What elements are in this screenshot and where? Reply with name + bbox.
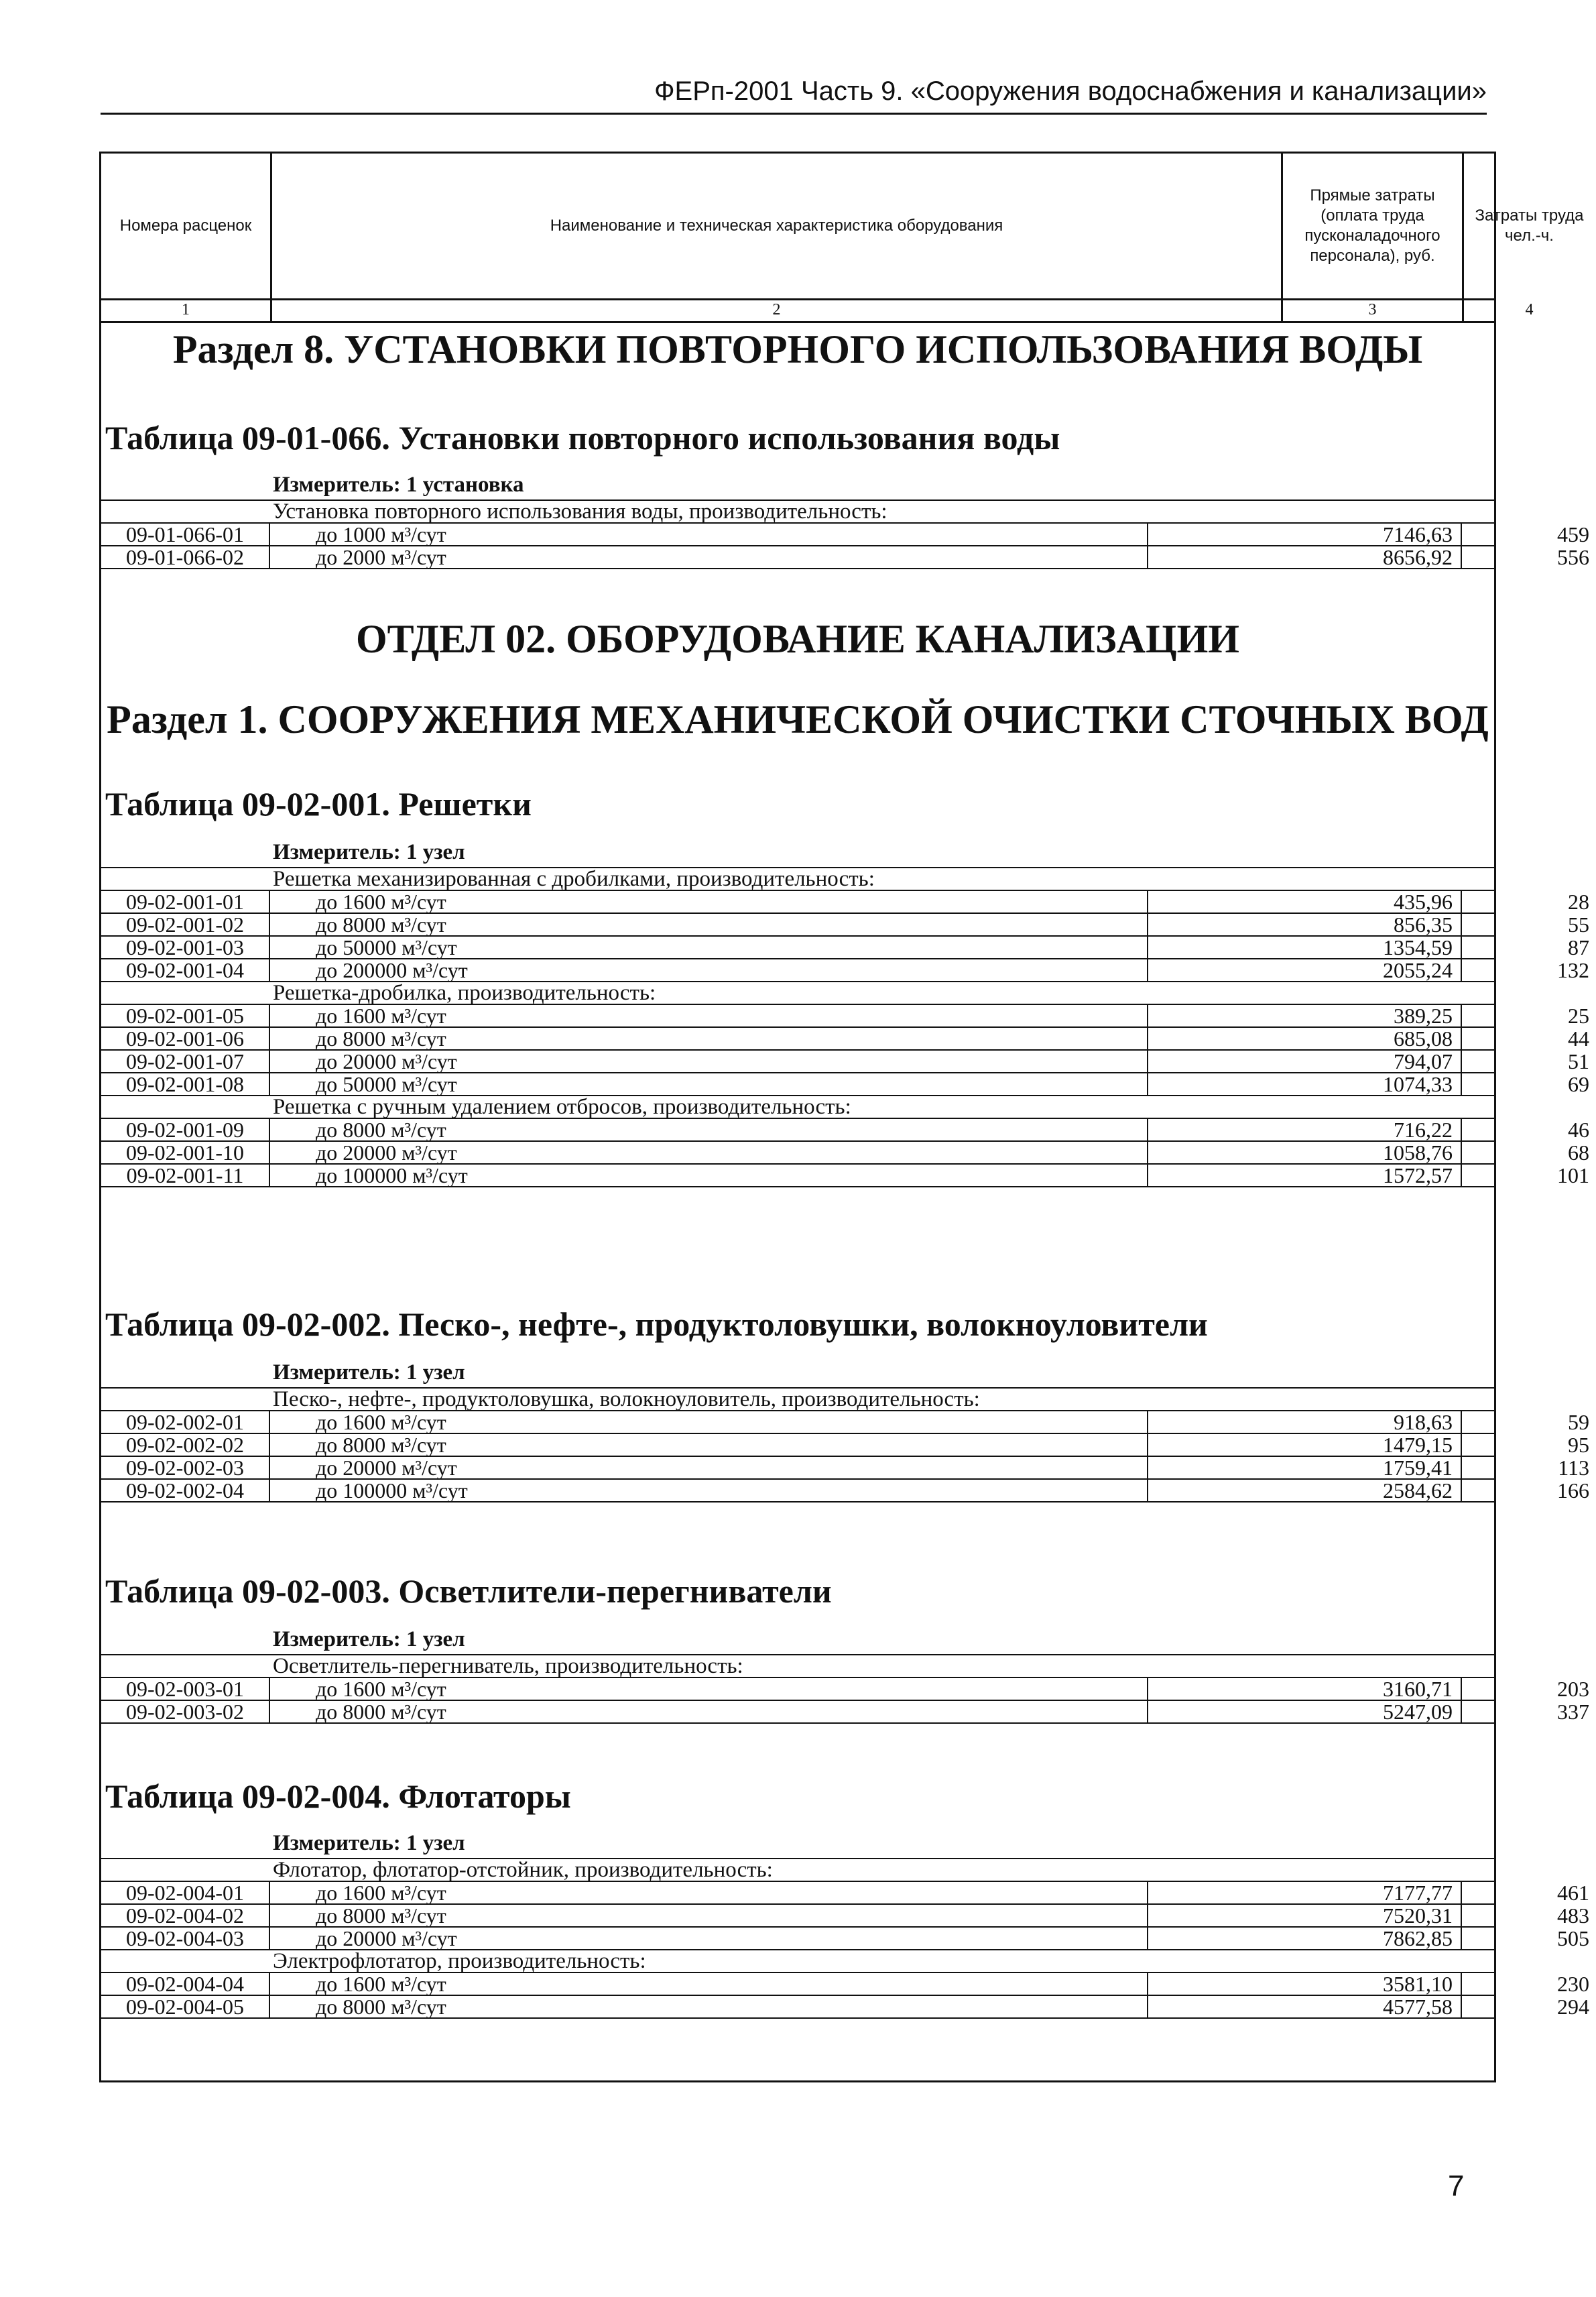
- group-heading: Решетка-дробилка, производительность:: [273, 981, 656, 1005]
- group-heading-row: [101, 867, 1494, 890]
- rate-code-cell: 09-02-001-11: [101, 1165, 270, 1186]
- measurer-label: Измеритель: 1 установка: [273, 473, 524, 497]
- labor-cost-cell: 69: [1568, 1072, 1589, 1096]
- table-title: Таблица 09-02-003. Осветлители-перегниватели: [105, 1572, 832, 1610]
- equipment-name-cell: до 1600 м³/сут: [316, 1677, 446, 1701]
- rate-code-cell: 09-02-001-03: [101, 937, 270, 958]
- labor-cost-cell: 505: [1557, 1926, 1589, 1950]
- column-number-1: 1: [182, 301, 190, 318]
- direct-cost-cell: 685,08: [1147, 1028, 1462, 1049]
- equipment-name-cell: до 1600 м³/сут: [316, 1881, 446, 1905]
- direct-cost-cell: 1074,33: [1147, 1073, 1462, 1095]
- column-header-codes: Номера расценок: [119, 217, 252, 235]
- rate-code-cell: 09-02-001-05: [101, 1005, 270, 1026]
- direct-cost-cell: 1058,76: [1147, 1142, 1462, 1163]
- direct-cost-cell: 1354,59: [1147, 937, 1462, 958]
- direct-cost-cell: 1572,57: [1147, 1165, 1462, 1186]
- direct-cost-cell: 4577,58: [1147, 1996, 1462, 2017]
- labor-cost-cell: 95: [1568, 1433, 1589, 1457]
- rate-code-cell: 09-02-001-07: [101, 1051, 270, 1072]
- labor-cost-cell: 59: [1568, 1410, 1589, 1434]
- section-1-title: Раздел 1. СООРУЖЕНИЯ МЕХАНИЧЕСКОЙ ОЧИСТКИ СТОЧНЫХ ВОД: [107, 697, 1489, 742]
- column-number-3: 3: [1368, 301, 1377, 318]
- table-title: Таблица 09-02-001. Решетки: [105, 785, 532, 823]
- labor-cost-cell: 459: [1557, 522, 1589, 546]
- table-row: [101, 958, 1589, 982]
- group-heading: Решетка механизированная с дробилками, производительность:: [273, 867, 875, 891]
- direct-cost-cell: 5247,09: [1147, 1701, 1462, 1722]
- table-title: Таблица 09-02-002. Песко-, нефте-, продуктоловушки, волокноуловители: [105, 1305, 1208, 1343]
- direct-cost-cell: 794,07: [1147, 1051, 1462, 1072]
- labor-cost-cell: 46: [1568, 1118, 1589, 1142]
- page-header: ФЕРп-2001 Часть 9. «Сооружения водоснабжения и канализации»: [654, 76, 1487, 106]
- page-number: 7: [1448, 2170, 1465, 2202]
- labor-cost-cell: 68: [1568, 1140, 1589, 1165]
- table-title: Таблица 09-01-066. Установки повторного использования воды: [105, 419, 1060, 457]
- table-row: [101, 890, 1589, 914]
- rate-code-cell: 09-02-002-03: [101, 1457, 270, 1478]
- table-row: [101, 1881, 1589, 1905]
- group-heading-row: [101, 981, 1494, 1004]
- group-heading-row: [101, 1387, 1494, 1410]
- direct-cost-cell: 389,25: [1147, 1005, 1462, 1026]
- group-heading: Электрофлотатор, производительность:: [273, 1949, 646, 1973]
- equipment-name-cell: до 50000 м³/сут: [316, 935, 457, 959]
- labor-cost-cell: 203: [1557, 1677, 1589, 1701]
- direct-cost-cell: 7520,31: [1147, 1905, 1462, 1926]
- rate-code-cell: 09-02-001-08: [101, 1073, 270, 1095]
- direct-cost-cell: 435,96: [1147, 891, 1462, 912]
- labor-cost-cell: 51: [1568, 1049, 1589, 1073]
- equipment-name-cell: до 8000 м³/сут: [316, 1995, 446, 2019]
- direct-cost-cell: 2055,24: [1147, 959, 1462, 981]
- direct-cost-cell: 7177,77: [1147, 1882, 1462, 1903]
- rate-code-cell: 09-02-001-06: [101, 1028, 270, 1049]
- rate-code-cell: 09-02-002-02: [101, 1434, 270, 1456]
- group-heading: Осветлитель-перегниватель, производительность:: [273, 1654, 743, 1678]
- labor-cost-cell: 28: [1568, 890, 1589, 914]
- equipment-name-cell: до 100000 м³/сут: [316, 1478, 468, 1503]
- equipment-name-cell: до 1600 м³/сут: [316, 1410, 446, 1434]
- direct-cost-cell: 8656,92: [1147, 546, 1462, 568]
- table-bottom-rule: [101, 1186, 1494, 1187]
- measurer-label: Измеритель: 1 узел: [273, 840, 465, 864]
- direct-cost-cell: 3160,71: [1147, 1678, 1462, 1700]
- equipment-name-cell: до 8000 м³/сут: [316, 1700, 446, 1724]
- table-row: [101, 1700, 1589, 1724]
- rate-code-cell: 09-02-001-10: [101, 1142, 270, 1163]
- table-row: [101, 1926, 1589, 1950]
- table-row: [101, 1903, 1589, 1928]
- rate-code-cell: 09-02-004-01: [101, 1882, 270, 1903]
- group-heading: Песко-, нефте-, продуктоловушка, волокноуловитель, производительность:: [273, 1387, 980, 1411]
- labor-cost-cell: 166: [1557, 1478, 1589, 1503]
- table-title: Таблица 09-02-004. Флотаторы: [105, 1777, 571, 1815]
- column-header-name: Наименование и техническая характеристика оборудования: [550, 217, 1003, 235]
- group-heading-row: [101, 1949, 1494, 1972]
- equipment-name-cell: до 8000 м³/сут: [316, 1433, 446, 1457]
- table-row: [101, 1004, 1589, 1028]
- table-row: [101, 1677, 1589, 1701]
- rate-code-cell: 09-02-001-01: [101, 891, 270, 912]
- table-bottom-rule: [101, 1501, 1494, 1503]
- labor-cost-cell: 132: [1557, 958, 1589, 982]
- table-row: [101, 912, 1589, 937]
- rate-code-cell: 09-02-002-04: [101, 1480, 270, 1501]
- direct-cost-cell: 856,35: [1147, 914, 1462, 935]
- group-heading-row: [101, 1654, 1494, 1677]
- table-row: [101, 1478, 1589, 1503]
- group-heading: Решетка с ручным удалением отбросов, производительность:: [273, 1095, 851, 1119]
- column-header-row: [101, 154, 1584, 300]
- equipment-name-cell: до 100000 м³/сут: [316, 1163, 468, 1187]
- labor-cost-cell: 230: [1557, 1972, 1589, 1996]
- rate-code-cell: 09-02-004-02: [101, 1905, 270, 1926]
- table-bottom-rule: [101, 2017, 1494, 2019]
- equipment-name-cell: до 1600 м³/сут: [316, 1972, 446, 1996]
- rate-code-cell: 09-02-003-01: [101, 1678, 270, 1700]
- header-rule: [101, 113, 1487, 115]
- table-row: [101, 1163, 1589, 1187]
- table-row: [101, 1995, 1589, 2019]
- table-row: [101, 1072, 1589, 1096]
- group-heading: Флотатор, флотатор-отстойник, производительность:: [273, 1858, 773, 1882]
- direct-cost-cell: 918,63: [1147, 1411, 1462, 1433]
- equipment-name-cell: до 1600 м³/сут: [316, 890, 446, 914]
- labor-cost-cell: 87: [1568, 935, 1589, 959]
- rate-code-cell: 09-01-066-02: [101, 546, 270, 568]
- labor-cost-cell: 44: [1568, 1026, 1589, 1051]
- equipment-name-cell: до 20000 м³/сут: [316, 1456, 457, 1480]
- equipment-name-cell: до 8000 м³/сут: [316, 912, 446, 937]
- table-row: [101, 522, 1589, 546]
- equipment-name-cell: до 8000 м³/сут: [316, 1903, 446, 1928]
- column-header-labor: Затраты труда чел.-ч.: [1475, 207, 1584, 245]
- measurer-label: Измеритель: 1 узел: [273, 1360, 465, 1385]
- measurer-label: Измеритель: 1 узел: [273, 1627, 465, 1651]
- table-row: [101, 935, 1589, 959]
- measurer-label: Измеритель: 1 узел: [273, 1831, 465, 1855]
- main-frame: [99, 152, 1589, 2082]
- rate-code-cell: 09-02-001-09: [101, 1119, 270, 1140]
- column-number-row: [101, 298, 1534, 323]
- column-number-4: 4: [1525, 301, 1534, 318]
- direct-cost-cell: 2584,62: [1147, 1480, 1462, 1501]
- equipment-name-cell: до 20000 м³/сут: [316, 1049, 457, 1073]
- labor-cost-cell: 556: [1557, 545, 1589, 569]
- group-heading-row: [101, 1095, 1494, 1118]
- table-row: [101, 1118, 1589, 1142]
- table-row: [101, 1433, 1589, 1457]
- otdel-02-title: ОТДЕЛ 02. ОБОРУДОВАНИЕ КАНАЛИЗАЦИИ: [356, 617, 1239, 661]
- table-row: [101, 1049, 1589, 1073]
- labor-cost-cell: 337: [1557, 1700, 1589, 1724]
- direct-cost-cell: 1759,41: [1147, 1457, 1462, 1478]
- rate-code-cell: 09-02-004-04: [101, 1973, 270, 1995]
- equipment-name-cell: до 20000 м³/сут: [316, 1140, 457, 1165]
- equipment-name-cell: до 50000 м³/сут: [316, 1072, 457, 1096]
- direct-cost-cell: 7862,85: [1147, 1928, 1462, 1949]
- labor-cost-cell: 101: [1557, 1163, 1589, 1187]
- labor-cost-cell: 55: [1568, 912, 1589, 937]
- direct-cost-cell: 1479,15: [1147, 1434, 1462, 1456]
- table-row: [101, 1410, 1589, 1434]
- column-number-2: 2: [772, 301, 781, 318]
- labor-cost-cell: 25: [1568, 1004, 1589, 1028]
- equipment-name-cell: до 8000 м³/сут: [316, 1118, 446, 1142]
- rate-code-cell: 09-02-001-04: [101, 959, 270, 981]
- table-row: [101, 1140, 1589, 1165]
- table-row: [101, 545, 1589, 569]
- labor-cost-cell: 113: [1558, 1456, 1589, 1480]
- labor-cost-cell: 294: [1557, 1995, 1589, 2019]
- rate-code-cell: 09-01-066-01: [101, 524, 270, 545]
- section-8-title: Раздел 8. УСТАНОВКИ ПОВТОРНОГО ИСПОЛЬЗОВАНИЯ ВОДЫ: [172, 327, 1423, 371]
- equipment-name-cell: до 1000 м³/сут: [316, 522, 446, 546]
- rate-code-cell: 09-02-001-02: [101, 914, 270, 935]
- table-row: [101, 1972, 1589, 1996]
- column-header-direct-costs: Прямые затраты (оплата труда пусконаладочного персонала), руб.: [1304, 186, 1440, 265]
- table-row: [101, 1026, 1589, 1051]
- equipment-name-cell: до 20000 м³/сут: [316, 1926, 457, 1950]
- labor-cost-cell: 483: [1557, 1903, 1589, 1928]
- table-bottom-rule: [101, 1722, 1494, 1724]
- labor-cost-cell: 461: [1557, 1881, 1589, 1905]
- rate-code-cell: 09-02-004-03: [101, 1928, 270, 1949]
- rate-code-cell: 09-02-002-01: [101, 1411, 270, 1433]
- equipment-name-cell: до 2000 м³/сут: [316, 545, 446, 569]
- equipment-name-cell: до 1600 м³/сут: [316, 1004, 446, 1028]
- rate-code-cell: 09-02-004-05: [101, 1996, 270, 2017]
- direct-cost-cell: 3581,10: [1147, 1973, 1462, 1995]
- group-heading-row: [101, 1858, 1494, 1881]
- equipment-name-cell: до 8000 м³/сут: [316, 1026, 446, 1051]
- equipment-name-cell: до 200000 м³/сут: [316, 958, 468, 982]
- direct-cost-cell: 7146,63: [1147, 524, 1462, 545]
- group-heading: Установка повторного использования воды, производительность:: [273, 499, 887, 524]
- table-row: [101, 1456, 1589, 1480]
- rate-code-cell: 09-02-003-02: [101, 1701, 270, 1722]
- group-heading-row: [101, 499, 1494, 522]
- table-bottom-rule: [101, 568, 1494, 569]
- direct-cost-cell: 716,22: [1147, 1119, 1462, 1140]
